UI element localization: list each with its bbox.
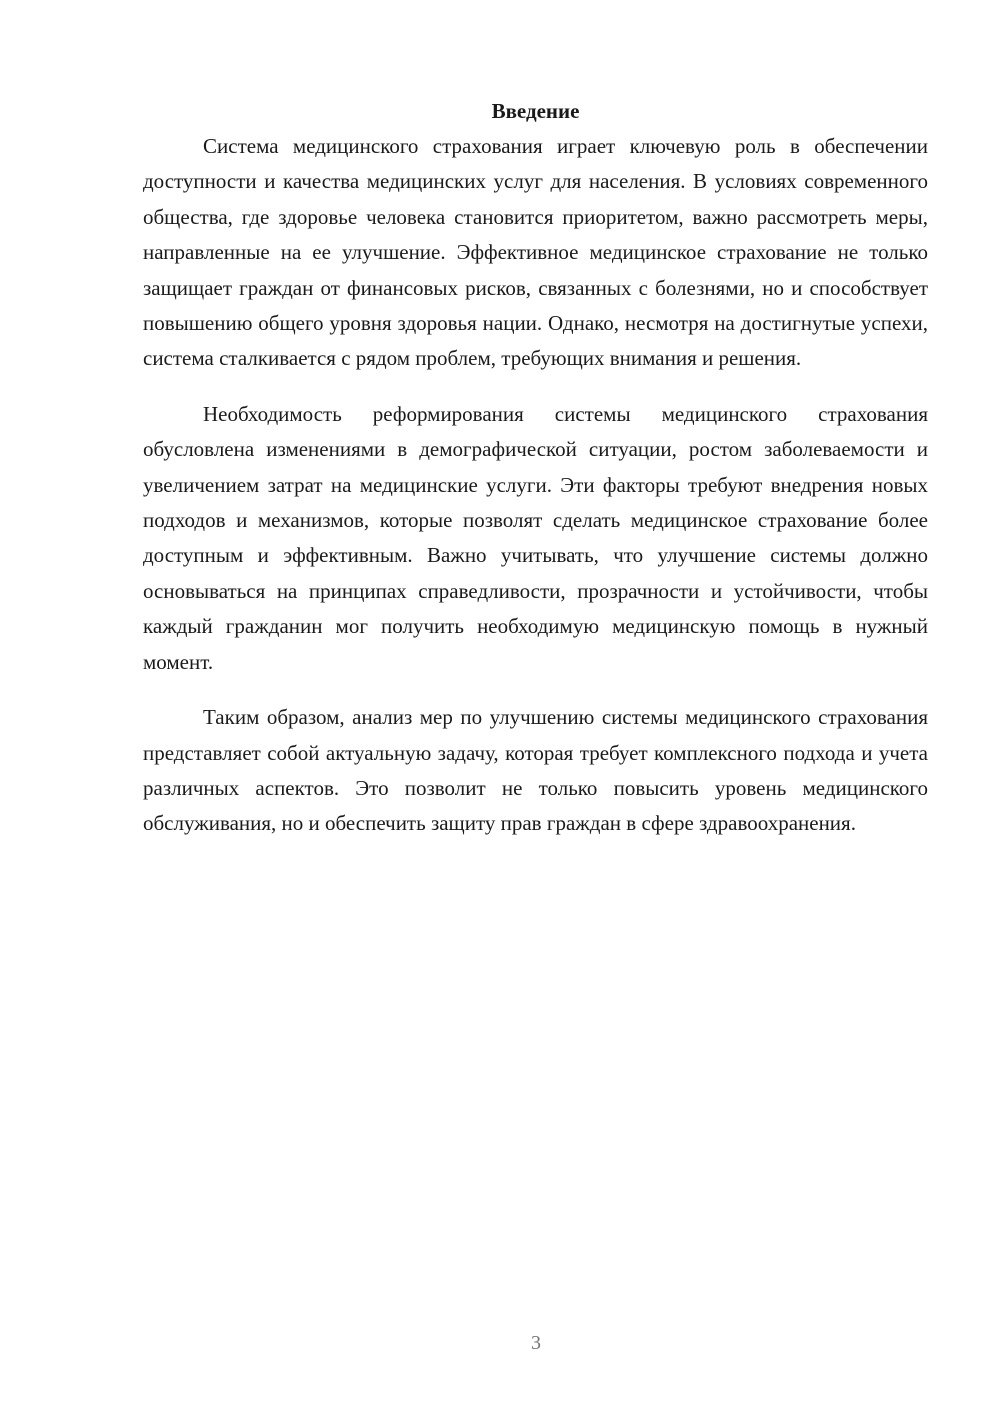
paragraph-2: Необходимость реформирования системы медицинского страхования обусловлена изменениями в демографической ситуации, ростом заболеваемости и увеличением затрат на медицинские услуги. Эти факторы требуют внедрения новых подходов и механизмов, которые позволят сделать медицинское страхование более доступным и эффективным. Важно учитывать, что улучшение системы должно основываться на принципах справедливости, прозрачности и устойчивости, чтобы каждый гражданин мог получить необходимую медицинскую помощь в нужный момент.: [143, 401, 928, 674]
paragraph-3: Таким образом, анализ мер по улучшению системы медицинского страхования представляет собой актуальную задачу, которая требует комплексного подхода и учета различных аспектов. Это позволит не только повысить уровень медицинского обслуживания, но и обеспечить защиту прав граждан в сфере здравоохранения.: [143, 705, 928, 836]
page-number: 3: [531, 1332, 541, 1354]
section-title: Введение: [491, 99, 580, 123]
paragraph-1: Система медицинского страхования играет ключевую роль в обеспечении доступности и качества медицинских услуг для населения. В условиях современного общества, где здоровье человека становится приоритетом, важно рассмотреть меры, направленные на ее улучшение. Эффективное медицинское страхование не только защищает граждан от финансовых рисков, связанных с болезнями, но и способствует повышению общего уровня здоровья нации. Однако, несмотря на достигнутые успехи, система сталкивается с рядом проблем, требующих внимания и решения.: [143, 134, 928, 371]
page-content: [143, 94, 928, 842]
